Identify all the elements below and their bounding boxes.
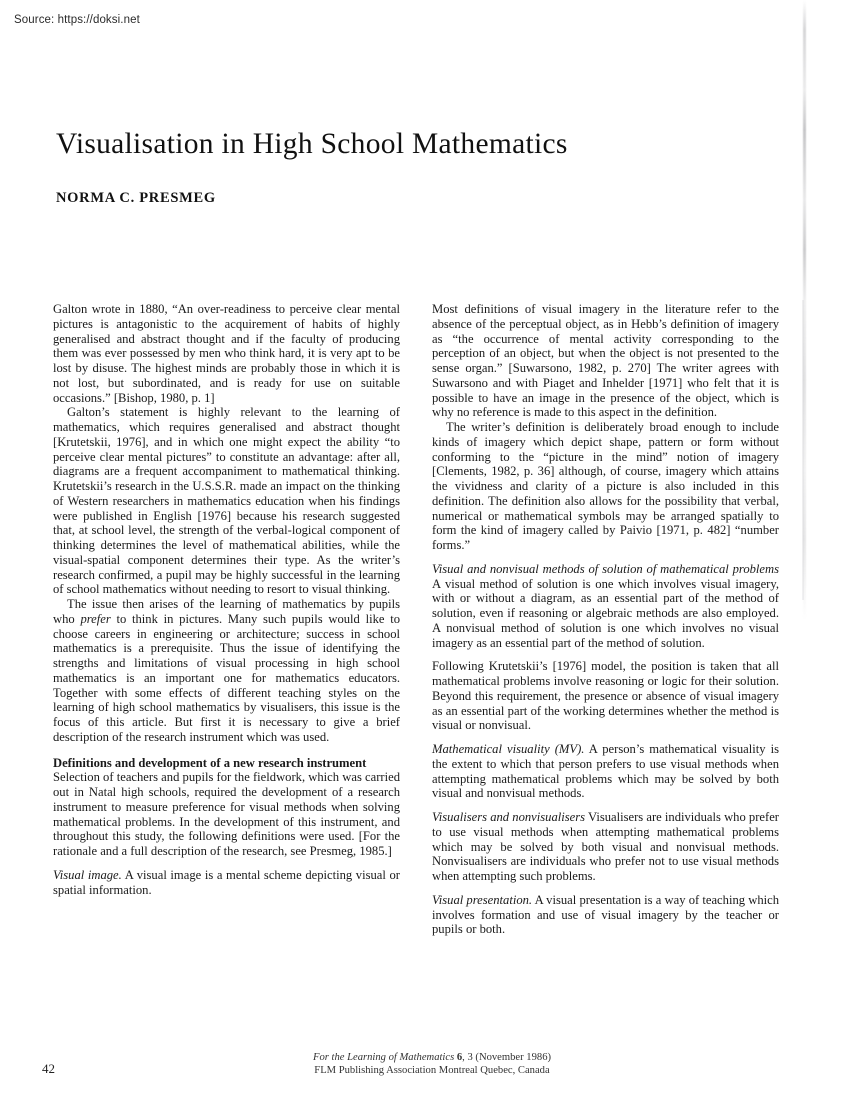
definition-visual-presentation bbox=[432, 893, 779, 937]
definition-text-visual-presentation: A visual presentation is a way of teaching which involves formation and use of visual imagery by the teacher or pupils or both. bbox=[432, 892, 779, 937]
definition-text-visualisers: Visualisers are individuals who prefer to use visual methods when attempting mathematical problems which may be solved by both visual and nonvisual methods. Nonvisualisers are individuals who prefer not to use visual methods when attempting such problems. bbox=[432, 810, 779, 883]
right-column bbox=[432, 302, 779, 937]
text-run-b: to think in pictures. Many such pupils would like to choose careers in engineering or architecture; success in school mathematics is a prerequisite. Thus the issue of identifying the strengths and limitations of visual processing in high school mathematics is an important one for mathematics educators. Together with some effects of different teaching styles on the learning of high school mathematics by visualisers, this issue is the focus of this article. But first it is necessary to give a brief description of the research instrument which was used. bbox=[53, 611, 401, 744]
paragraph-galton-quote: Galton wrote in 1880, “An over-readiness to perceive clear mental pictures is antagonistic to the acquirement of habits of highly generalised and abstract thought and if the faculty of producing them was ever possessed by men who think hard, it is very apt to be lost by disuse. The highest minds are probably those in which it is not lost, but subordinated, and is ready for use on suitable occasions.” [Bishop, 1980, p. 1] bbox=[53, 302, 400, 405]
scan-artifact-edge-secondary bbox=[802, 300, 804, 600]
body-columns bbox=[53, 302, 779, 937]
paragraph-issue-arises bbox=[53, 597, 400, 745]
section-heading-definitions: Definitions and development of a new research instrument bbox=[53, 755, 367, 770]
footer-issue-date: , 3 (November 1986) bbox=[462, 1052, 552, 1063]
definition-visual-image bbox=[53, 868, 400, 898]
emphasis-prefer: prefer bbox=[80, 611, 111, 626]
term-visual-image: Visual image. bbox=[53, 867, 122, 882]
source-watermark: Source: https://doksi.net bbox=[14, 14, 140, 26]
definition-text-visual-nonvisual-methods: A visual method of solution is one which involves visual imagery, with or without a diagram, as an essential part of the method of solution, even if reasoning or algebraic methods are also employed. A nonvisual method of solution is one which involves no visual imagery as an essential part of the method of solution. bbox=[432, 576, 779, 650]
paragraph-definitions-section bbox=[53, 756, 400, 859]
footer-citation-line bbox=[0, 1051, 864, 1064]
definition-text-mathematical-visuality: A person’s mathematical visuality is the extent to which that person prefers to use visual methods when attempting mathematical problems which may be solved by both visual and nonvisual methods. bbox=[432, 742, 780, 801]
term-visual-presentation: Visual presentation. bbox=[432, 892, 533, 907]
page-number: 42 bbox=[42, 1061, 55, 1076]
page-title: Visualisation in High School Mathematics bbox=[56, 127, 568, 160]
page-footer bbox=[0, 1051, 864, 1077]
paragraph-definitions-literature: Most definitions of visual imagery in the literature refer to the absence of the perceptual object, as in Hebb’s definition of imagery as “the occurrence of mental activity corresponding to the perception of an object, but when the object is not presented to the sense organ.” [Suwarsono, 1982, p. 270] The writer agrees with Suwarsono and with Piaget and Inhelder [1971] who felt that it is possible to have an image in the presence of the object, which is why no reference is made to this aspect in the definition. bbox=[432, 302, 779, 420]
paragraph-writer-definition: The writer’s definition is deliberately broad enough to include kinds of imagery which depict shape, pattern or form without conforming to the “picture in the mind” notion of imagery [Clements, 1982, p. 36] although, of course, imagery which attains the vividness and clarity of a picture is also included in this definition. The definition also allows for the possibility that verbal, numerical or mathematical symbols may be arranged spatially to form the kind of imagery called by Paivio [1971, p. 482] “number forms.” bbox=[432, 420, 779, 552]
term-visualisers: Visualisers and nonvisualisers bbox=[432, 810, 586, 824]
term-mathematical-visuality: Mathematical visuality (MV). bbox=[432, 742, 585, 756]
paragraph-krutetskii-model: Following Krutetskii’s [1976] model, the position is taken that all mathematical problems involve reasoning or logic for their solution. Beyond this requirement, the presence or absence of visual imagery as an essential part of the working determines whether the method is visual or nonvisual. bbox=[432, 659, 779, 733]
paragraph-galton-relevance: Galton’s statement is highly relevant to the learning of mathematics, which requires generalised and abstract thought [Krutetskii, 1976], and in which one might expect the ability “to perceive clear mental pictures” to constitute an advantage: after all, diagrams are a frequent accompaniment to mathematical thinking. Krutetskii’s research in the U.S.S.R. made an impact on the thinking of Western researchers in mathematics education when his findings were published in English [1976] because his research suggested that, at school level, the strength of the verbal-logical component of thinking determines the level of mathematical abilities, while the visual-spatial component determines their type. As the writer’s research confirmed, a pupil may be highly successful in the learning of school mathematics without needing to resort to visual thinking. bbox=[53, 405, 400, 597]
author-name: NORMA C. PRESMEG bbox=[56, 190, 216, 206]
footer-publisher-line: FLM Publishing Association Montreal Quebec, Canada bbox=[314, 1065, 550, 1076]
term-visual-nonvisual-methods: Visual and nonvisual methods of solution of mathematical problems bbox=[432, 561, 779, 576]
left-column bbox=[53, 302, 400, 937]
definition-mathematical-visuality bbox=[432, 742, 779, 801]
definition-visual-nonvisual-methods bbox=[432, 562, 779, 651]
text-run-a: The issue then arises of the learning of mathematics by pupils who bbox=[53, 597, 400, 626]
definition-visualisers bbox=[432, 810, 779, 884]
footer-volume: 6 bbox=[456, 1052, 463, 1063]
section-body-definitions: Selection of teachers and pupils for the fieldwork, which was carried out in Natal high schools, required the development of a research instrument to measure preference for visual methods when solving mathematical problems. In the development of this instrument, and throughout this study, the following definitions were used. [For the rationale and a full description of the research, see Presmeg, 1985.] bbox=[53, 770, 400, 858]
footer-journal-name: For the Learning of Mathematics bbox=[312, 1052, 455, 1063]
definition-text-visual-image: A visual image is a mental scheme depicting visual or spatial information. bbox=[53, 867, 400, 897]
